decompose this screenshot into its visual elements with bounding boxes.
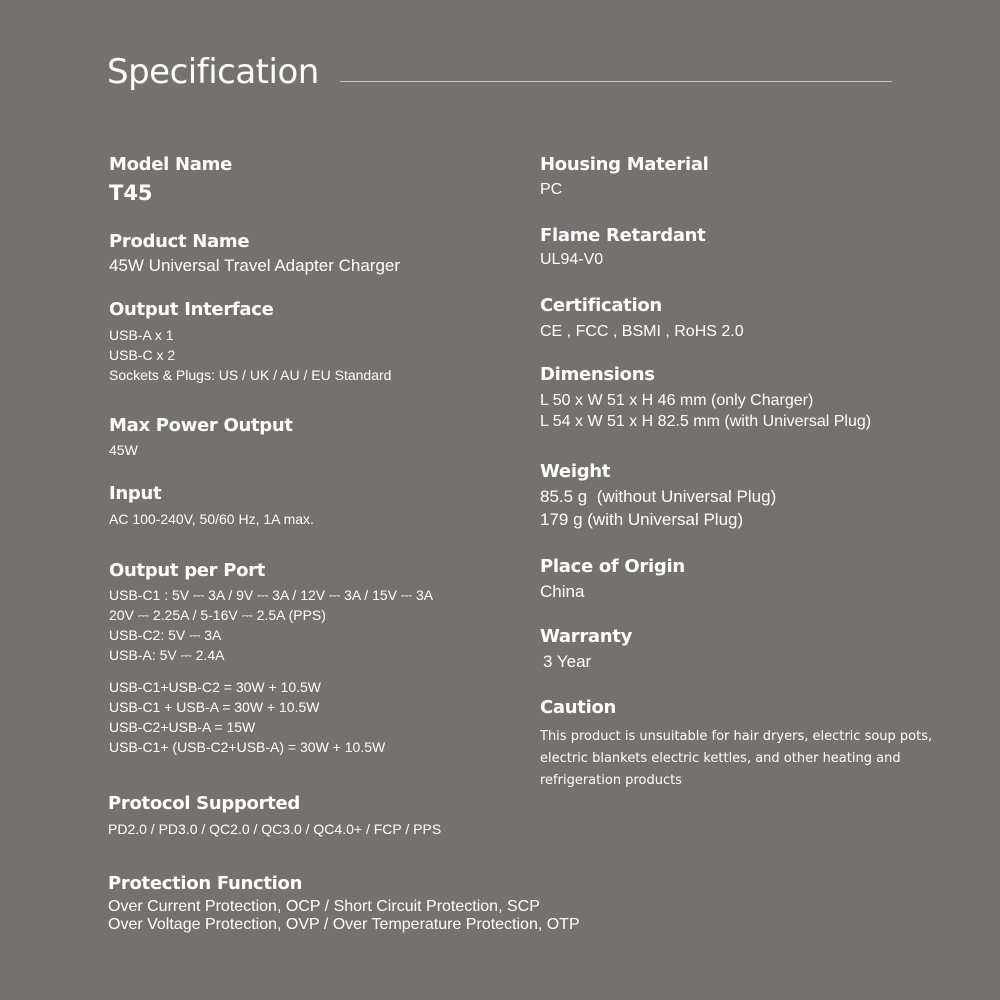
- flame-value: UL94-V0: [540, 251, 604, 268]
- origin-value: China: [540, 582, 585, 601]
- port-output-line: USB-A: 5V ⎓ 2.4A: [109, 647, 225, 663]
- port-output-line: USB-C1 : 5V ⎓ 3A / 9V ⎓ 3A / 12V ⎓ 3A / 15V ⎓ 3A: [109, 587, 434, 603]
- protection-line: Over Current Protection, OCP / Short Circuit Protection, SCP: [108, 898, 540, 915]
- housing-label: Housing Material: [540, 154, 709, 175]
- protocol-value: PD2.0 / PD3.0 / QC2.0 / QC3.0 / QC4.0+ / FCP / PPS: [108, 821, 442, 837]
- model-name-label: Model Name: [109, 154, 232, 175]
- output-interface-section: [109, 299, 391, 385]
- output-per-port-label: Output per Port: [109, 560, 266, 581]
- combo-output-line: USB-C1+ (USB-C2+USB-A) = 30W + 10.5W: [109, 739, 386, 755]
- model-name-value: T45: [109, 181, 153, 205]
- model-name-section: [109, 154, 232, 207]
- combo-output-line: USB-C2+USB-A = 15W: [109, 719, 256, 735]
- output-interface-line: USB-A x 1: [109, 327, 174, 343]
- dimensions-label: Dimensions: [540, 364, 655, 385]
- max-power-value: 45W: [109, 442, 138, 458]
- output-interface-line: Sockets & Plugs: US / UK / AU / EU Standard: [109, 367, 392, 383]
- input-value: AC 100-240V, 50/60 Hz, 1A max.: [109, 511, 314, 527]
- page-title: Specification: [107, 52, 319, 92]
- output-interface-line: USB-C x 2: [109, 347, 176, 363]
- caution-section: [540, 697, 932, 792]
- max-power-label: Max Power Output: [109, 415, 293, 436]
- warranty-label: Warranty: [540, 626, 633, 647]
- caution-line: electric blankets electric kettles, and other heating and: [540, 751, 901, 766]
- caution-line: This product is unsuitable for hair dryers, electric soup pots,: [540, 729, 933, 744]
- port-output-line: USB-C2: 5V ⎓ 3A: [109, 627, 222, 643]
- max-power-section: [109, 415, 293, 460]
- weight-line: 85.5 g (without Universal Plug): [540, 487, 777, 506]
- caution-line: refrigeration products: [540, 773, 682, 788]
- port-output-line: 20V ⎓ 2.25A / 5-16V ⎓ 2.5A (PPS): [109, 607, 326, 623]
- protocol-label: Protocol Supported: [108, 793, 300, 814]
- combo-output-line: USB-C1+USB-C2 = 30W + 10.5W: [109, 679, 322, 695]
- warranty-section: [540, 626, 632, 672]
- combo-output-line: USB-C1 + USB-A = 30W + 10.5W: [109, 699, 320, 715]
- origin-label: Place of Origin: [540, 556, 685, 577]
- flame-section: [540, 225, 706, 270]
- dimensions-line: L 54 x W 51 x H 82.5 mm (with Universal Plug): [540, 413, 872, 430]
- housing-section: [540, 154, 709, 200]
- caution-label: Caution: [540, 697, 617, 718]
- weight-label: Weight: [540, 461, 611, 482]
- certification-value: CE , FCC , BSMI , RoHS 2.0: [540, 323, 744, 340]
- output-per-port-section: [109, 560, 433, 757]
- origin-section: [540, 556, 685, 602]
- title-divider: [340, 81, 892, 82]
- certification-section: [540, 295, 744, 342]
- warranty-value: 3 Year: [543, 652, 592, 671]
- protocol-section: [108, 793, 441, 839]
- flame-label: Flame Retardant: [540, 225, 706, 246]
- output-interface-label: Output Interface: [109, 299, 274, 320]
- weight-line: 179 g (with Universal Plug): [540, 510, 744, 529]
- weight-section: [540, 461, 776, 531]
- certification-label: Certification: [540, 295, 662, 316]
- protection-section: [108, 873, 580, 934]
- protection-label: Protection Function: [108, 873, 303, 894]
- input-section: [109, 483, 314, 529]
- dimensions-section: [540, 364, 871, 432]
- protection-line: Over Voltage Protection, OVP / Over Temperature Protection, OTP: [108, 916, 580, 933]
- product-name-label: Product Name: [109, 231, 250, 252]
- product-name-section: [109, 231, 400, 276]
- dimensions-line: L 50 x W 51 x H 46 mm (only Charger): [540, 392, 814, 409]
- input-label: Input: [109, 483, 162, 504]
- product-name-value: 45W Universal Travel Adapter Charger: [109, 256, 401, 275]
- housing-value: PC: [540, 181, 563, 198]
